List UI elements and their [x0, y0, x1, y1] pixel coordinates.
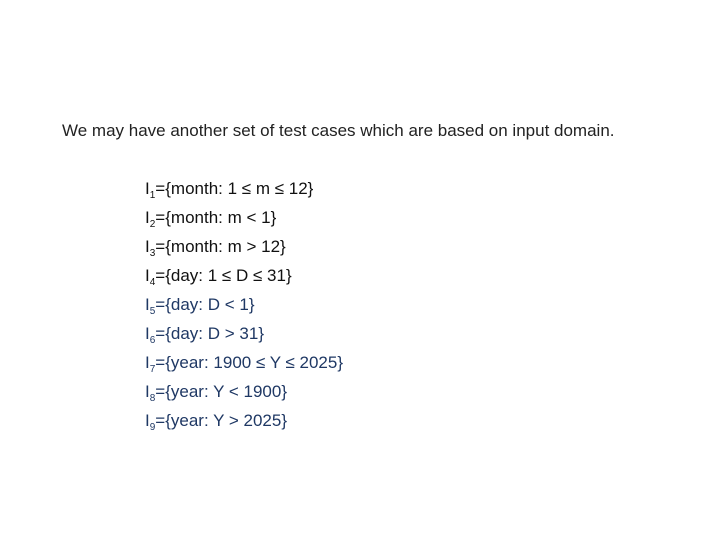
equation-body: ={year: Y < 1900} — [155, 382, 288, 401]
equation-variable: I — [145, 324, 150, 343]
input-domain-list — [145, 178, 343, 439]
equation-body: ={year: Y > 2025} — [155, 411, 288, 430]
equation-variable: I — [145, 295, 150, 314]
equation-body: ={month: m < 1} — [155, 208, 277, 227]
equation-subscript: 9 — [149, 422, 156, 433]
intro-text: We may have another set of test cases which are based on input domain. — [62, 121, 615, 140]
equation-body: ={day: D < 1} — [155, 295, 255, 314]
equation-variable: I — [145, 411, 150, 430]
domain-equation-7 — [145, 352, 343, 381]
equation-body: ={day: 1 ≤ D ≤ 31} — [155, 266, 292, 285]
equation-variable: I — [145, 179, 150, 198]
equation-subscript: 5 — [149, 306, 156, 317]
domain-equation-1 — [145, 178, 343, 207]
equation-variable: I — [145, 208, 150, 227]
equation-variable: I — [145, 353, 150, 372]
domain-equation-3 — [145, 236, 343, 265]
equation-subscript: 6 — [149, 335, 156, 346]
domain-equation-6 — [145, 323, 343, 352]
domain-equation-2 — [145, 207, 343, 236]
equation-variable: I — [145, 237, 150, 256]
equation-subscript: 4 — [149, 277, 156, 288]
equation-body: ={day: D > 31} — [155, 324, 264, 343]
equation-subscript: 2 — [149, 219, 156, 230]
equation-subscript: 1 — [149, 190, 156, 201]
equation-subscript: 3 — [149, 248, 156, 259]
domain-equation-5 — [145, 294, 343, 323]
equation-body: ={month: m > 12} — [155, 237, 286, 256]
equation-body: ={year: 1900 ≤ Y ≤ 2025} — [155, 353, 344, 372]
equation-subscript: 8 — [149, 393, 156, 404]
equation-variable: I — [145, 382, 150, 401]
domain-equation-4 — [145, 265, 343, 294]
domain-equation-8 — [145, 381, 343, 410]
equation-body: ={month: 1 ≤ m ≤ 12} — [155, 179, 314, 198]
domain-equation-9 — [145, 410, 343, 439]
equation-subscript: 7 — [149, 364, 156, 375]
equation-variable: I — [145, 266, 150, 285]
